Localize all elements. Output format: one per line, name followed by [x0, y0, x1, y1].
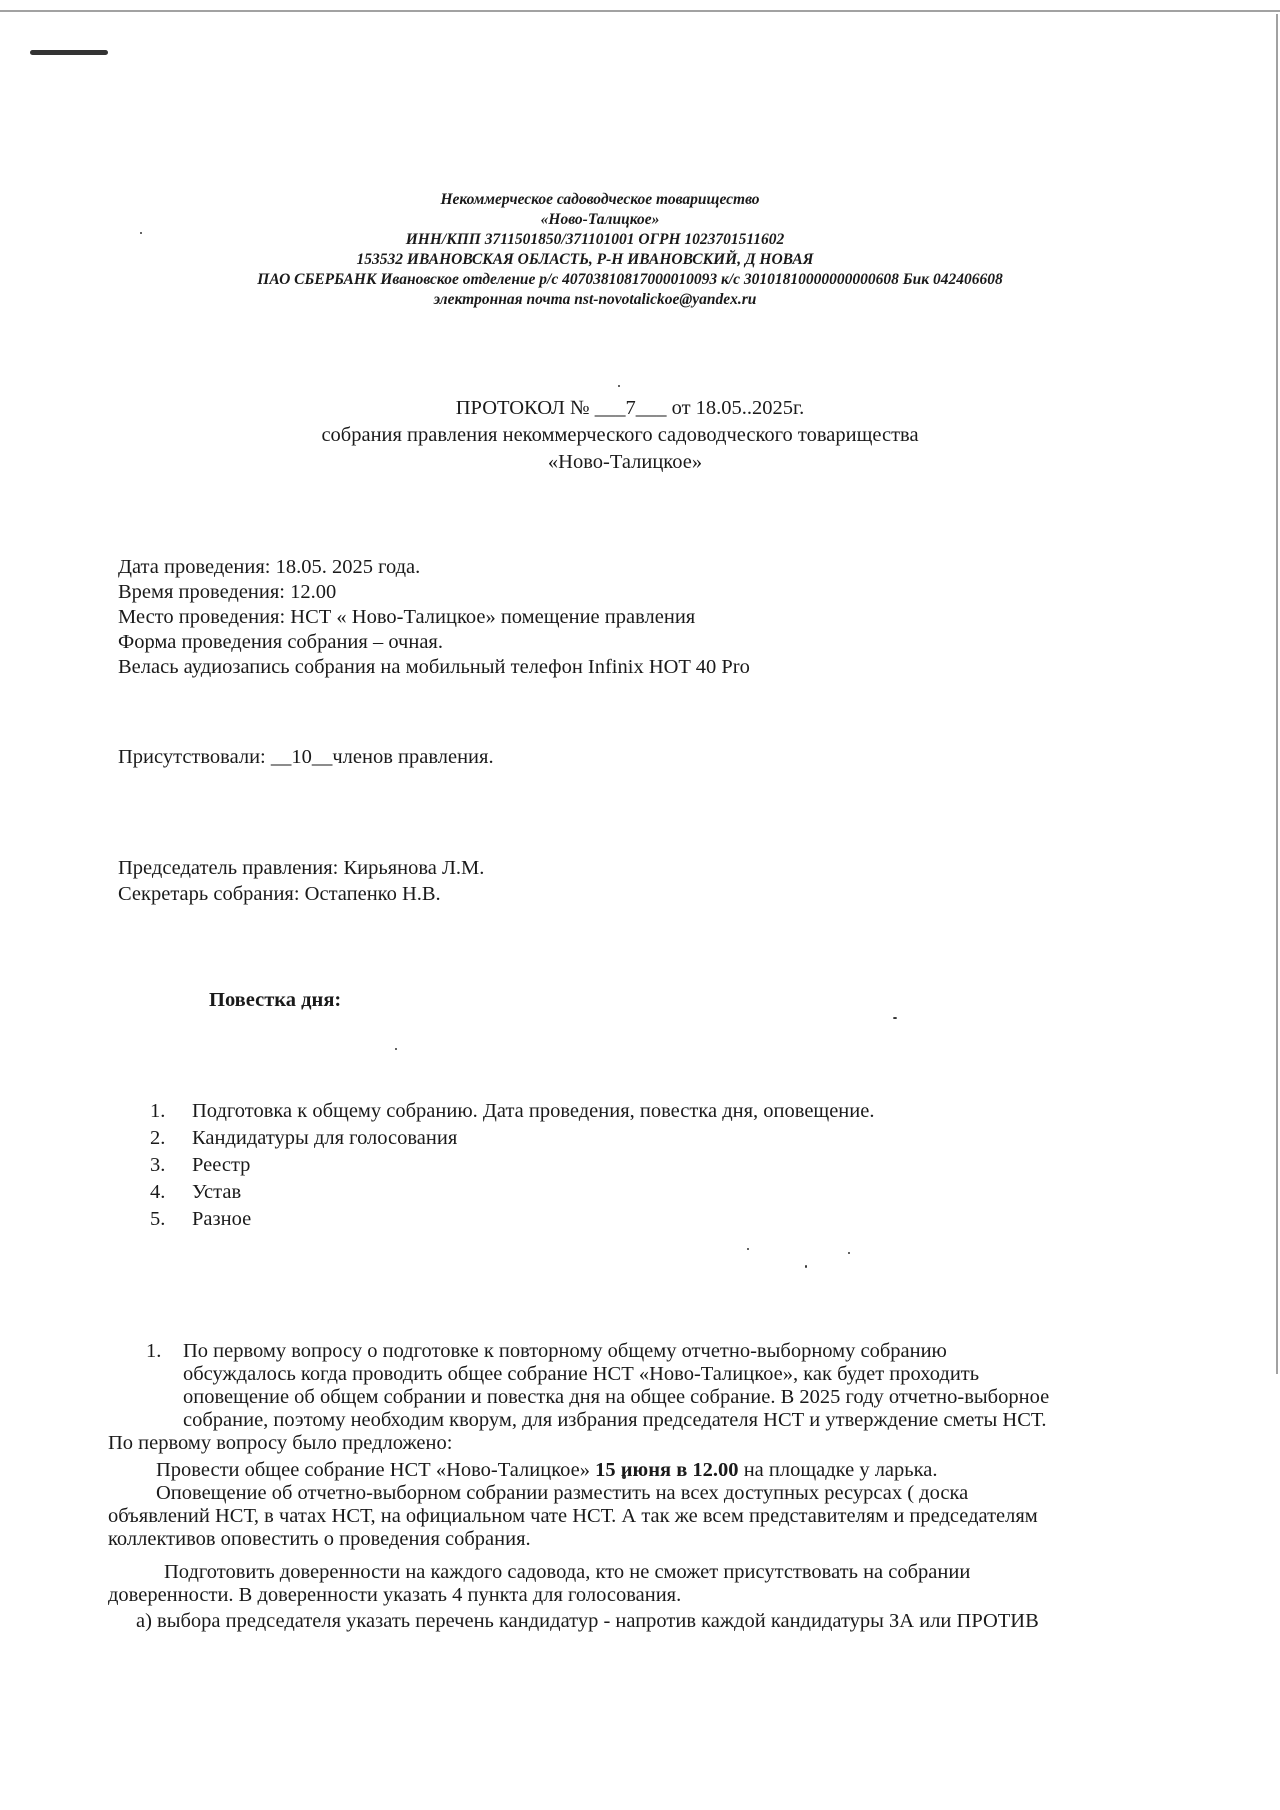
chairman-line: Председатель правления: Кирьянова Л.М.	[118, 857, 485, 879]
agenda-item	[150, 1098, 874, 1125]
question-line: По первому вопросу о подготовке к повторному общему отчетно-выборному собранию	[183, 1340, 947, 1362]
title-line: ПРОТОКОЛ № ___7___ от 18.05..2025г.	[455, 397, 805, 419]
agenda-title: Повестка дня:	[209, 989, 342, 1011]
scan-speck	[805, 1265, 807, 1268]
agenda-item-number: 5.	[150, 1208, 166, 1230]
scan-edge-top	[0, 10, 1280, 12]
proposal-meeting-post: на площадке у ларька.	[738, 1459, 938, 1481]
agenda-item-text: Кандидатуры для голосования	[192, 1127, 458, 1149]
scan-mark	[30, 50, 108, 55]
title-line: собрания правления некоммерческого садоводческого товарищества	[321, 424, 919, 446]
agenda-item-number: 2.	[150, 1127, 166, 1149]
proxy-line: доверенности. В доверенности указать 4 пункта для голосования.	[108, 1584, 682, 1606]
scan-speck	[893, 1017, 897, 1019]
header-line: «Ново-Талицкое»	[540, 211, 660, 228]
agenda-item-number: 4.	[150, 1181, 166, 1203]
scan-speck	[848, 1252, 850, 1254]
question-1	[108, 1340, 1198, 1432]
attendance: Присутствовали: __10__членов правления.	[118, 746, 494, 768]
notify-line: коллективов оповестить о проведения собрания.	[108, 1528, 531, 1550]
info-line: Дата проведения: 18.05. 2025 года.	[118, 556, 421, 578]
question-line: обсуждалось когда проводить общее собрание НСТ «Ново-Талицкое», как будет проходить	[183, 1363, 980, 1385]
question-line: оповещение об общем собрании и повестка дня на общее собрание. В 2025 году отчетно-выборное	[183, 1386, 1050, 1408]
agenda-item-text: Подготовка к общему собранию. Дата проведения, повестка дня, оповещение.	[192, 1100, 875, 1122]
scan-speck	[395, 1048, 397, 1050]
question-text	[183, 1340, 1198, 1432]
scan-speck	[618, 385, 620, 387]
protocol-title	[0, 395, 1280, 476]
agenda-item-text: Устав	[192, 1181, 242, 1203]
agenda-item-number: 1.	[150, 1100, 166, 1122]
proposal-intro: По первому вопросу было предложено:	[108, 1432, 453, 1454]
notify-line: объявлений НСТ, в чатах НСТ, на официальном чате НСТ. А так же всем представителям и председателям	[108, 1505, 1038, 1527]
agenda-item	[150, 1152, 874, 1179]
notify-line: Оповещение об отчетно-выборном собрании разместить на всех доступных ресурсах ( доска	[156, 1482, 969, 1504]
secretary-line: Секретарь собрания: Остапенко Н.В.	[118, 883, 441, 905]
agenda-item	[150, 1179, 874, 1206]
item-a: а) выбора председателя указать перечень кандидатур - напротив каждой кандидатуры ЗА или ПРОТИВ	[136, 1610, 1039, 1632]
agenda-item	[150, 1125, 874, 1152]
info-line: Форма проведения собрания – очная.	[118, 631, 443, 653]
header-line: ИНН/КПП 3711501850/371101001 ОГРН 1023701511602	[405, 231, 785, 248]
scan-speck	[747, 1248, 749, 1250]
officials	[118, 855, 484, 907]
title-line: «Ново-Талицкое»	[547, 451, 703, 473]
proxy-line: Подготовить доверенности на каждого садовода, кто не сможет присутствовать на собрании	[164, 1561, 971, 1583]
info-line: Велась аудиозапись собрания на мобильный телефон Infinix HOT 40 Pro	[118, 656, 750, 678]
question-number: 1.	[146, 1340, 162, 1362]
proposal-meeting-date: 15 июня в 12.00	[595, 1459, 739, 1481]
proposal-meeting-pre: Провести общее собрание НСТ «Ново-Талицкое»	[156, 1459, 596, 1481]
info-line: Время проведения: 12.00	[118, 581, 337, 603]
header-line: электронная почта nst-novotalickoe@yandex.ru	[433, 291, 757, 308]
question-line: собрание, поэтому необходим кворум, для избрания председателя НСТ и утверждение сметы НСТ.	[183, 1409, 1047, 1431]
agenda-item-text: Разное	[192, 1208, 252, 1230]
agenda-list	[150, 1098, 874, 1233]
header-line: Некоммерческое садоводческое товарищество	[440, 191, 760, 208]
header-line: ПАО СБЕРБАНК Ивановское отделение р/с 40703810817000010093 к/с 30101810000000000608 Бик 042406608	[257, 271, 1003, 288]
info-line: Место проведения: НСТ « Ново-Талицкое» помещение правления	[118, 606, 696, 628]
agenda-item-text: Реестр	[192, 1154, 251, 1176]
proposal-meeting	[108, 1459, 1198, 1482]
meeting-info	[118, 555, 750, 680]
agenda-item-number: 3.	[150, 1154, 166, 1176]
protocol-body	[108, 1340, 1198, 1633]
agenda-item	[150, 1206, 874, 1233]
header-line: 153532 ИВАНОВСКАЯ ОБЛАСТЬ, Р-Н ИВАНОВСКИЙ, Д НОВАЯ	[356, 251, 814, 268]
organization-header	[0, 190, 1280, 310]
